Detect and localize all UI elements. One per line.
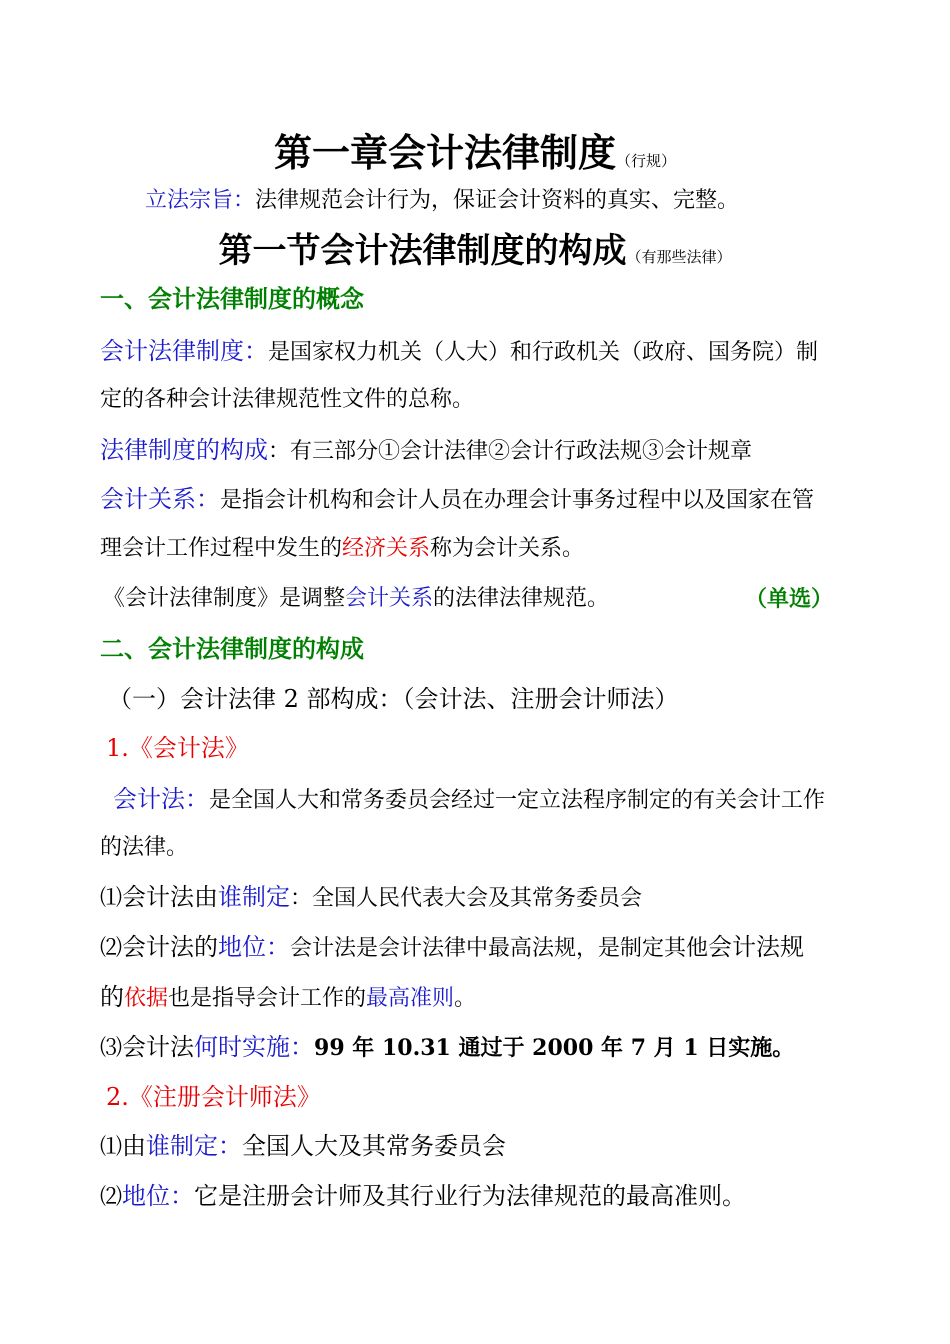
heading-concept: 一、会计法律制度的概念 (100, 284, 364, 313)
section-title-text: 第一节会计法律制度的构成 (218, 231, 627, 271)
cpa-point-1-number: ⑴ (100, 1135, 123, 1160)
point-2-d: 会计法规 (708, 933, 805, 961)
cpa-point-1-a: 由 (122, 1132, 147, 1160)
relation-line-2 (100, 534, 855, 564)
composition-label: 法律制度的构成 (100, 436, 268, 464)
accounting-relation-highlight: 会计关系 (345, 586, 434, 611)
accounting-law-label: 会计法： (113, 785, 209, 813)
point-2-line-1 (100, 932, 855, 964)
point-2-number: ⑵ (100, 936, 123, 961)
definition-line-1 (100, 336, 855, 368)
chapter-title (0, 128, 950, 186)
purpose-text: 法律规范会计行为，保证会计资料的真实、完整。 (255, 188, 740, 213)
point-3-when: 何时实施： (194, 1033, 315, 1061)
point-1-c: ：全国人民代表大会及其常务委员会 (290, 886, 643, 911)
cpa-point-2-line (100, 1181, 855, 1213)
definition-text-1: 是国家权力机关（人大）和行政机关（政府、国务院）制 (268, 340, 819, 365)
point-1-line (100, 882, 855, 914)
item-accounting-law: 1.《会计法》 (106, 734, 249, 762)
point-3-line (100, 1032, 855, 1064)
point-1-a: 会计法由 (122, 883, 219, 911)
cpa-point-1-c: 全国人大及其常务委员会 (242, 1132, 507, 1160)
point-2-e: 的 (100, 983, 124, 1011)
cpa-point-2-number: ⑵ (100, 1185, 123, 1210)
point-3-c: 99 年 10.31 通过于 2000 年 7 月 1 日实施。 (314, 1035, 795, 1061)
chapter-title-text: 第一章会计法律制度 (273, 130, 616, 175)
point-3-number: ⑶ (100, 1036, 123, 1061)
point-2-line-2 (100, 982, 855, 1014)
relation-line-1 (100, 484, 855, 516)
cpa-point-2-c: 它是注册会计师及其行业行为法律规范的最高准则。 (194, 1182, 747, 1210)
point-2-g: 也是指导会计工作的 (168, 986, 367, 1011)
heading-composition: 二、会计法律制度的构成 (100, 634, 364, 663)
economic-relation-highlight: 经济关系 (342, 536, 431, 561)
point-1-number: ⑴ (100, 886, 123, 911)
cpa-point-1-who: 谁制定： (146, 1132, 243, 1160)
purpose-label: 立法宗旨： (145, 188, 256, 213)
adjustment-line (103, 584, 855, 614)
single-choice-tag: （单选） (745, 586, 834, 612)
definition-label: 会计法律制度： (100, 337, 268, 365)
adjustment-text-c: 的法律法律规范。 (433, 586, 610, 611)
item-cpa-law: 2.《注册会计师法》 (106, 1083, 321, 1111)
point-2-i: 。 (454, 986, 477, 1011)
point-3-a: 会计法 (122, 1033, 195, 1061)
section-title (0, 228, 950, 280)
point-2-c: 会计法是会计法律中最高法规，是制定其他 (290, 936, 709, 961)
relation-text-2c: 称为会计关系。 (430, 536, 585, 561)
point-2-highest-rule: 最高准则 (366, 986, 455, 1011)
legislative-purpose (145, 186, 855, 216)
accounting-law-def-line-2: 的法律。 (100, 835, 189, 860)
relation-label: 会计关系： (100, 485, 220, 513)
relation-text-1: 是指会计机构和会计人员在办理会计事务过程中以及国家在管 (220, 488, 815, 513)
cpa-point-1-line (100, 1131, 855, 1163)
relation-text-2a: 理会计工作过程中发生的 (100, 536, 343, 561)
point-1-who: 谁制定 (218, 883, 291, 911)
composition-text: ：有三部分①会计法律②会计行政法规③会计规章 (268, 439, 753, 464)
chapter-title-note: （行规） (616, 152, 677, 170)
composition-line (100, 435, 855, 467)
accounting-law-def-line-1 (113, 784, 855, 816)
accounting-law-text-1: 是全国人大和常务委员会经过一定立法程序制定的有关会计工作 (209, 788, 826, 813)
section-title-note: （有那些法律） (626, 248, 732, 266)
point-2-a: 会计法的 (122, 933, 219, 961)
adjustment-text-a: 《会计法律制度》是调整 (103, 586, 346, 611)
definition-line-2: 定的各种会计法律规范性文件的总称。 (100, 387, 475, 412)
point-2-basis: 依据 (124, 986, 169, 1011)
cpa-point-2-status: 地位： (122, 1182, 195, 1210)
sub-heading-laws: （一）会计法律 2 部构成：（会计法、注册会计师法） (108, 685, 679, 713)
point-2-status: 地位： (218, 933, 291, 961)
